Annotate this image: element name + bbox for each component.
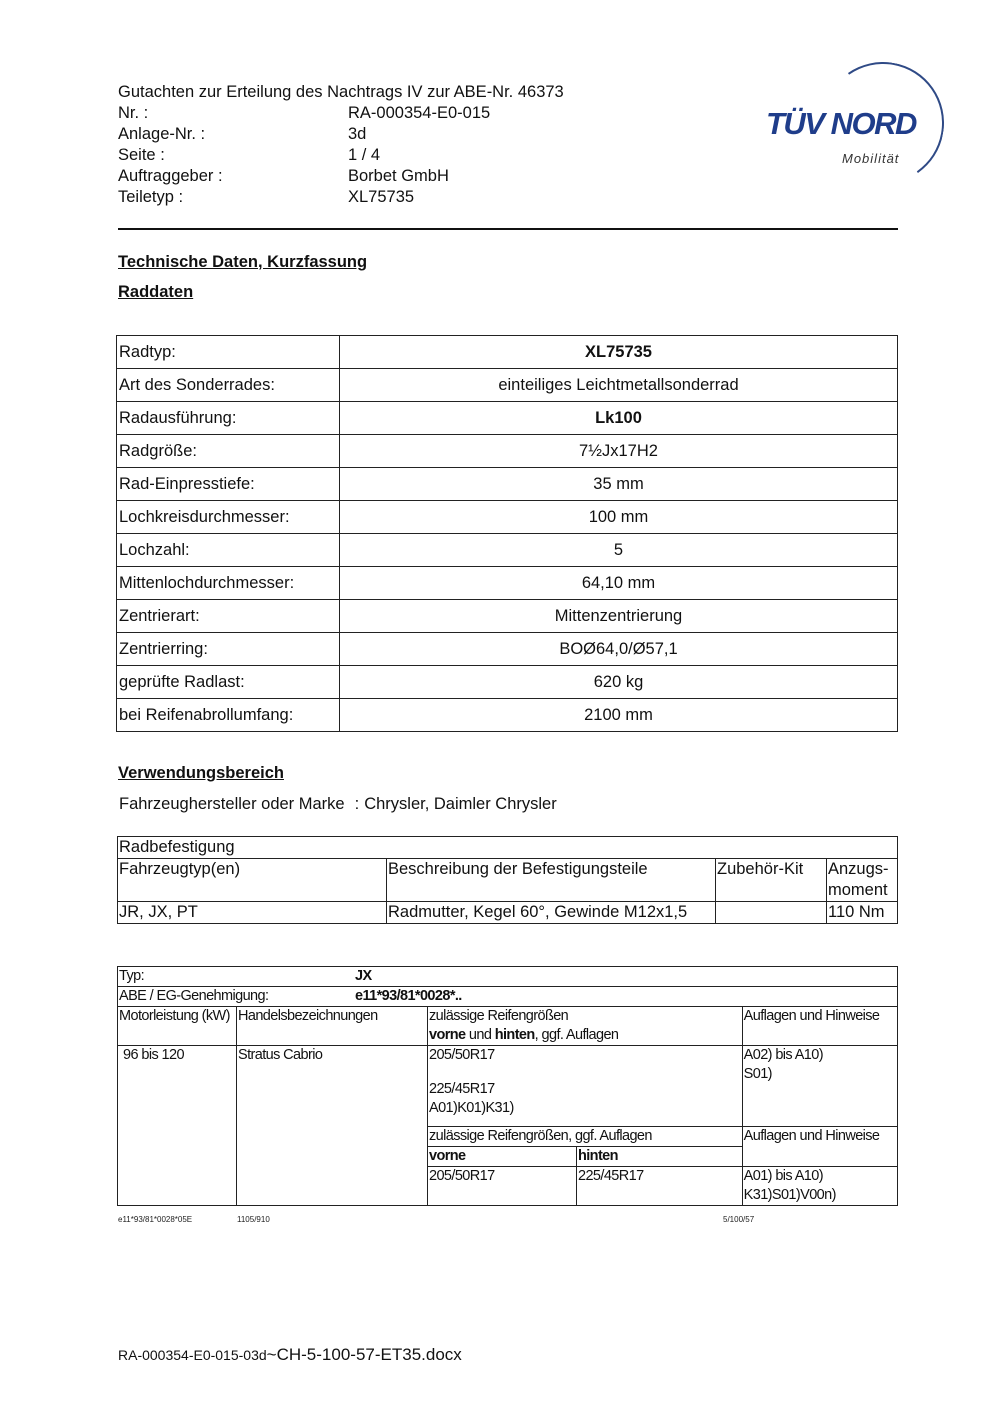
- tires-rest: , ggf. Auflagen: [534, 1027, 619, 1043]
- row-value: 35 mm: [340, 468, 898, 501]
- tires-header-line2: [429, 1026, 741, 1045]
- power-value: 96 bis 120: [118, 1046, 237, 1206]
- row-value: XL75735: [340, 336, 898, 369]
- document-title: Gutachten zur Erteilung des Nachtrags IV zur ABE-Nr. 46373: [118, 83, 564, 101]
- mounting-title: Radbefestigung: [118, 837, 898, 859]
- table-row: [118, 987, 898, 1007]
- type-value: JX: [355, 968, 372, 984]
- row-label: geprüfte Radlast:: [117, 666, 340, 699]
- notes-line: S01): [743, 1066, 772, 1082]
- manufacturer-colon: :: [354, 795, 360, 813]
- notes: [742, 1046, 897, 1127]
- notes-line: A02) bis A10): [743, 1047, 823, 1063]
- table-row: [117, 468, 898, 501]
- table-header-row: [118, 1007, 898, 1046]
- column-header-notes: Auflagen und Hinweise: [742, 1007, 897, 1046]
- spacer: [429, 1065, 741, 1080]
- row-label: Rad-Einpresstiefe:: [117, 468, 340, 501]
- column-header: Beschreibung der Befestigungsteile: [387, 859, 716, 902]
- mixed-tires-header: zulässige Reifengrößen, ggf. Auflagen: [428, 1127, 743, 1147]
- manufacturer-label: Fahrzeughersteller oder Marke: [119, 795, 345, 813]
- column-header-tires: [428, 1007, 743, 1046]
- table-row: [117, 534, 898, 567]
- tires-header-line1: zulässige Reifengrößen: [429, 1008, 569, 1024]
- approval-code: e11*93/81*0028*05E: [118, 1215, 193, 1224]
- row-label: Mittenlochdurchmesser:: [117, 567, 340, 600]
- vehicle-type-table: [117, 966, 898, 1206]
- tire-size-1: 205/50R17: [429, 1047, 495, 1063]
- front-tire: 205/50R17: [428, 1167, 577, 1206]
- row-label: Zentrierring:: [117, 633, 340, 666]
- header-key: Nr. :: [118, 104, 149, 122]
- header-value: XL75735: [348, 188, 415, 206]
- header-divider: [118, 228, 898, 230]
- row-value: 5: [340, 534, 898, 567]
- row-label: Lochzahl:: [117, 534, 340, 567]
- tires-and-word: und: [465, 1027, 495, 1043]
- fastener-description: Radmutter, Kegel 60°, Gewinde M12x1,5: [387, 902, 716, 924]
- row-value: 620 kg: [340, 666, 898, 699]
- accessory-kit: [716, 902, 827, 924]
- row-value: 100 mm: [340, 501, 898, 534]
- row-value: 7½Jx17H2: [340, 435, 898, 468]
- torque: 110 Nm: [827, 902, 898, 924]
- mixed-notes: [742, 1167, 897, 1206]
- heading-usage: Verwendungsbereich: [118, 764, 284, 782]
- row-label: Radgröße:: [117, 435, 340, 468]
- column-header: Anzugs-moment: [827, 859, 898, 902]
- column-header: Fahrzeugtyp(en): [118, 859, 387, 902]
- notes-line: K31)S01)V00n): [743, 1187, 836, 1203]
- footer-suffix: ~CH-5-100-57-ET35.docx: [266, 1345, 462, 1364]
- wheel-data-table: [116, 335, 898, 732]
- table-row: [118, 837, 898, 859]
- tuv-nord-logo: [762, 58, 942, 173]
- front-label: vorne: [428, 1147, 577, 1167]
- type-label: Typ:: [119, 968, 144, 984]
- tire-size-2: 225/45R17: [429, 1081, 495, 1097]
- wheel-code: 5/100/57: [723, 1215, 755, 1224]
- table-row: [117, 501, 898, 534]
- table-row: [117, 369, 898, 402]
- rear-label: hinten: [577, 1147, 743, 1167]
- header-row-seite: [118, 145, 564, 166]
- manufacturer-line: [119, 795, 557, 814]
- table-row: [118, 1046, 898, 1127]
- row-label: Art des Sonderrades:: [117, 369, 340, 402]
- header-row-nr: [118, 103, 564, 124]
- footer-filename: [118, 1345, 462, 1365]
- table-header-row: [118, 859, 898, 902]
- header-value: RA-000354-E0-015: [348, 104, 491, 122]
- header-value: 1 / 4: [348, 146, 381, 164]
- table-row: [117, 402, 898, 435]
- tire-sizes: [428, 1046, 743, 1127]
- column-header: Zubehör-Kit: [716, 859, 827, 902]
- column-header-trade: Handelsbezeichnungen: [237, 1007, 428, 1046]
- tires-rear-word: hinten: [494, 1027, 535, 1043]
- logo-brand: TÜV NORD: [766, 106, 916, 141]
- footer-prefix: RA-000354-E0-015-03d: [118, 1347, 267, 1363]
- table-row: [117, 699, 898, 732]
- logo-subtitle: Mobilität: [842, 151, 900, 166]
- header-key: Auftraggeber :: [118, 167, 223, 185]
- table-row: [117, 435, 898, 468]
- row-label: Zentrierart:: [117, 600, 340, 633]
- table-row: [117, 336, 898, 369]
- trade-name: Stratus Cabrio: [237, 1046, 428, 1206]
- notes-line: A01) bis A10): [743, 1168, 823, 1184]
- header-row-teiletyp: [118, 187, 564, 208]
- row-label: bei Reifenabrollumfang:: [117, 699, 340, 732]
- table-row: [117, 666, 898, 699]
- row-value: BOØ64,0/Ø57,1: [340, 633, 898, 666]
- header-value: 3d: [348, 125, 367, 143]
- row-value: 64,10 mm: [340, 567, 898, 600]
- heading-technical: Technische Daten, Kurzfassung: [118, 253, 368, 271]
- row-value: Lk100: [340, 402, 898, 435]
- table-row: [118, 967, 898, 987]
- header-row-auftraggeber: [118, 166, 564, 187]
- table-row: [117, 633, 898, 666]
- header-key: Seite :: [118, 146, 165, 164]
- approval-value: e11*93/81*0028*..: [355, 988, 462, 1004]
- header-key: Anlage-Nr. :: [118, 125, 206, 143]
- heading-wheel-data: Raddaten: [118, 283, 194, 301]
- vehicle-types: JR, JX, PT: [118, 902, 387, 924]
- header-row-anlage: [118, 124, 564, 145]
- column-header-power: Motorleistung (kW): [118, 1007, 237, 1046]
- row-value: einteiliges Leichtmetallsonderrad: [340, 369, 898, 402]
- header-value: Borbet GmbH: [348, 167, 449, 185]
- approval-label: ABE / EG-Genehmigung:: [119, 988, 269, 1004]
- row-value: Mittenzentrierung: [340, 600, 898, 633]
- row-label: Radtyp:: [117, 336, 340, 369]
- tire-size-2-notes: A01)K01)K31): [429, 1100, 514, 1116]
- tires-front-word: vorne: [429, 1027, 466, 1043]
- type-row: [118, 967, 898, 987]
- rear-tire: 225/45R17: [577, 1167, 743, 1206]
- manufacturer-value: Chrysler, Daimler Chrysler: [364, 795, 557, 813]
- reference-code: 1105/910: [237, 1215, 270, 1224]
- approval-row: [118, 987, 898, 1007]
- row-label: Lochkreisdurchmesser:: [117, 501, 340, 534]
- table-row: [117, 600, 898, 633]
- document-header: [118, 82, 564, 208]
- row-value: 2100 mm: [340, 699, 898, 732]
- header-key: Teiletyp :: [118, 188, 184, 206]
- table-row: [118, 902, 898, 924]
- mixed-notes-header: Auflagen und Hinweise: [742, 1127, 897, 1167]
- mounting-table: [117, 836, 898, 924]
- row-label: Radausführung:: [117, 402, 340, 435]
- table-row: [117, 567, 898, 600]
